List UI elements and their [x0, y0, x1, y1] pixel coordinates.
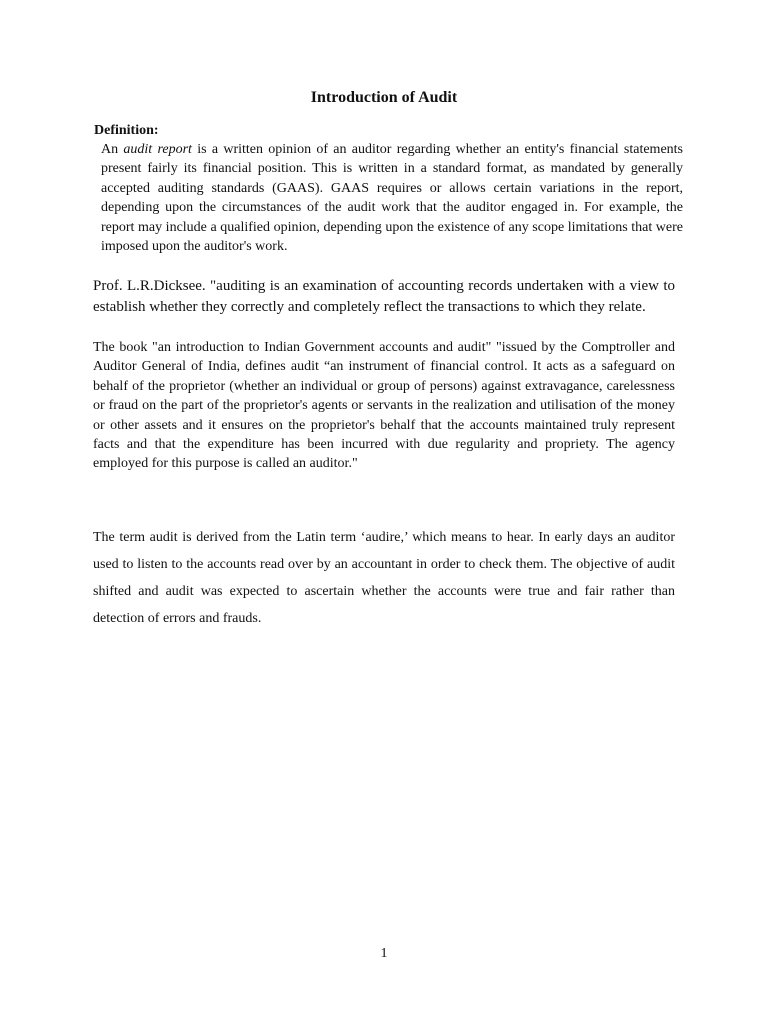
definition-paragraph [93, 140, 683, 256]
document-title: Introduction of Audit [310, 89, 458, 106]
definition-body: is a written opinion of an auditor regarding whether an entity's financial statements present fairly its financial position. This is written in a standard format, as mandated by generally accepted auditing standards (GAAS). GAAS requires or allows certain variations in the report, depending upon the circumstances of the audit work that the auditor engaged in. For example, the report may include a qualified opinion, depending upon the existence of any scope limitations that were imposed upon the auditor's work. [101, 142, 683, 255]
page-number: 1 [380, 946, 388, 961]
definition-prefix: An [101, 142, 124, 157]
audit-report-term: audit report [123, 142, 192, 157]
etymology-paragraph: The term audit is derived from the Latin term ‘audire,’ which means to hear. In early days an auditor used to listen to the accounts read over by an accountant in order to check them. The objective of audit shifted and audit was expected to ascertain whether the accounts were true and fair rather than detection of errors and frauds. [93, 530, 675, 626]
definition-heading: Definition: [94, 123, 159, 138]
dicksee-quote-paragraph: Prof. L.R.Dicksee. "auditing is an examination of accounting records undertaken with a view to establish whether they correctly and completely reflect the transactions to which they relate. [93, 278, 675, 315]
government-definition-paragraph: The book "an introduction to Indian Government accounts and audit" "issued by the Comptroller and Auditor General of India, defines audit “an instrument of financial control. It acts as a safeguard on behalf of the proprietor (whether an individual or group of persons) against extravagance, carelessness or fraud on the part of the proprietor's agents or servants in the realization and utilisation of the money or other assets and it ensures on the proprietor's behalf that the accounts maintained truly represent facts and that the expenditure has been incurred with due regularity and propriety. The agency employed for this purpose is called an auditor." [93, 340, 675, 472]
